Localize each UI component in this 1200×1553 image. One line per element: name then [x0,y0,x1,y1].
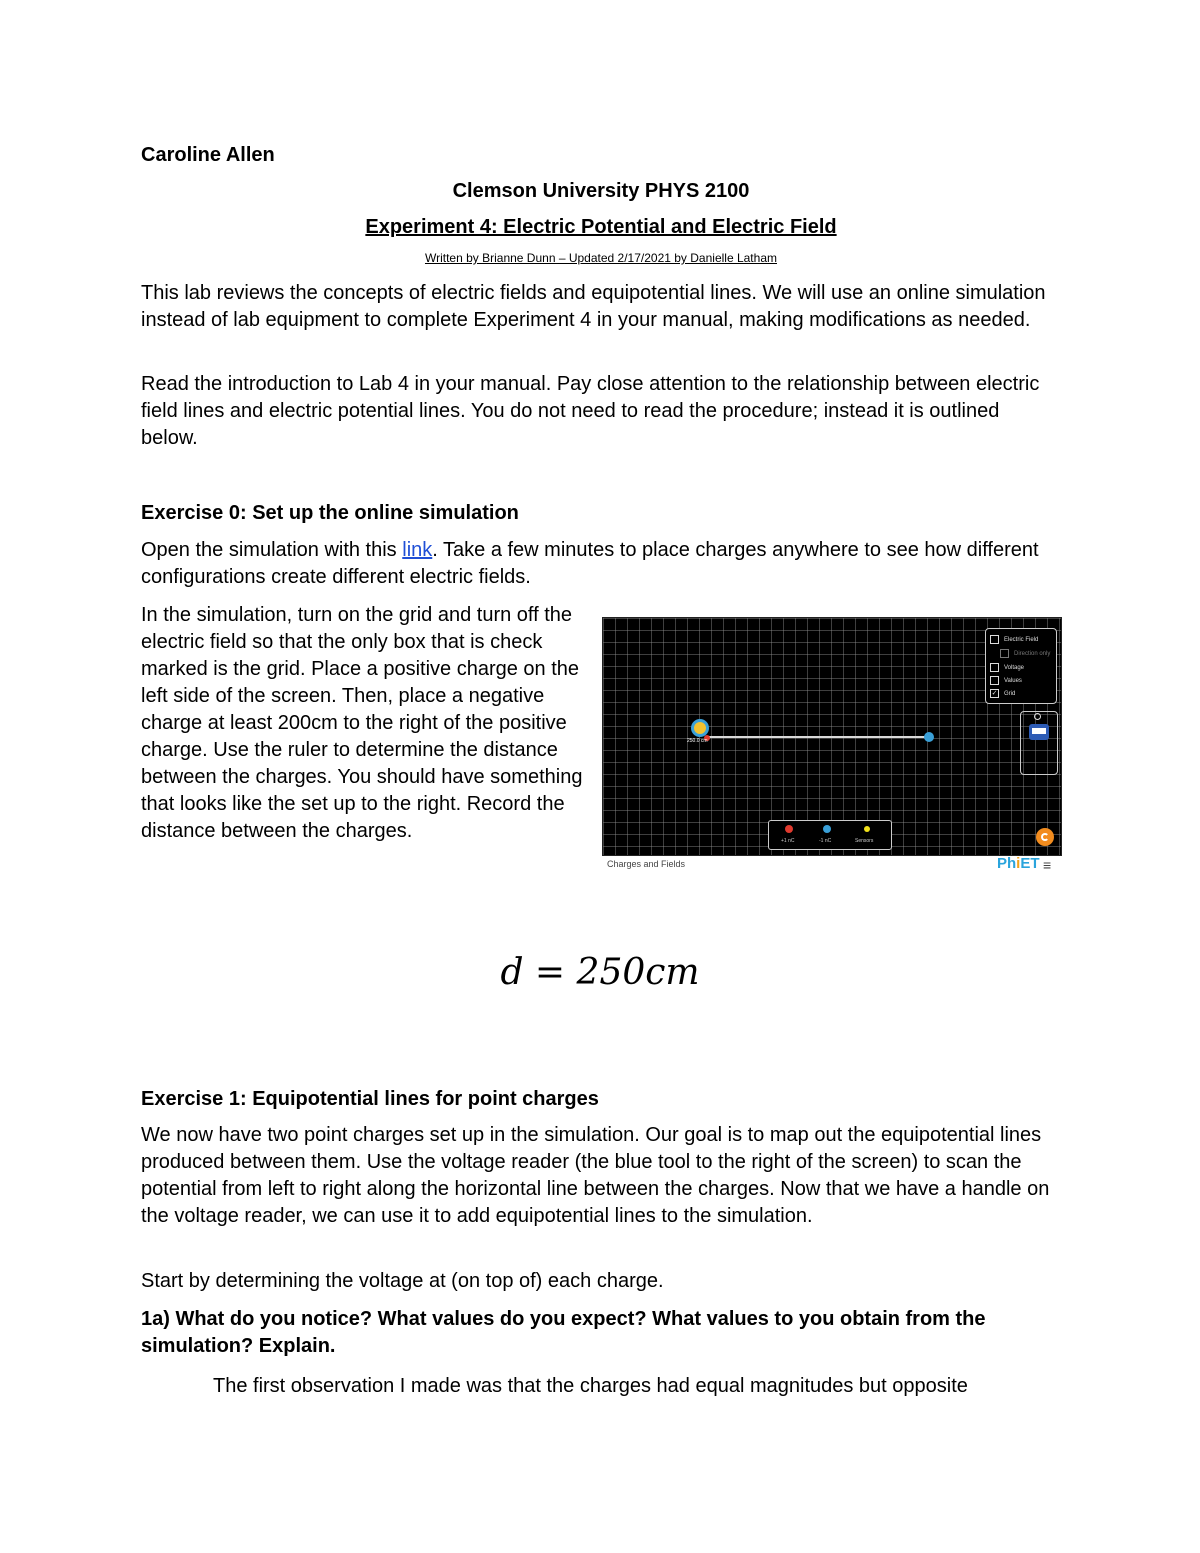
control-panel [985,628,1057,704]
exercise-0-text-after-link: . Take a few minutes to place charges anywhere to see how different configurations create different electric fields. [141,539,1039,588]
checkbox-icon [990,635,999,644]
exercise-0-heading: Exercise 0: Set up the online simulation [141,502,519,524]
exercise-1-heading: Exercise 1: Equipotential lines for point charges [141,1088,599,1110]
voltage-meter-crosshair-icon [1034,713,1041,720]
simulation-link[interactable]: link [402,539,433,561]
control-label: Grid [1004,691,1016,698]
author-name: Caroline Allen [141,144,275,166]
toolbox-label: +1 nC [781,838,795,844]
intro-paragraph-1: This lab reviews the concepts of electric fields and equipotential lines. We will use an online simulation instead of lab equipment to complete Experiment 4 in your manual, making modifications as needed. [141,282,1046,331]
sensor-icon [864,826,870,832]
control-direction-only [1000,649,1050,658]
simulation-instructions: In the simulation, turn on the grid and turn off the electric field so that the only box that is check marked is the grid. Place a positive charge on the left side of the screen. Then, place a negative charge at least 200cm to the right of the positive charge. Use the ruler to determine the distance between the charges. You should have something that looks like the set up to the right. Record the distance between the charges. [141,604,583,842]
simulation-screenshot [602,617,1062,856]
experiment-title: Experiment 4: Electric Potential and Electric Field [365,216,837,238]
voltage-meter-panel [1020,711,1058,775]
exercise-1-paragraph: We now have two point charges set up in the simulation. Our goal is to map out the equipotential lines produced between them. Use the voltage reader (the blue tool to the right of the screen) to scan the potential from left to right along the horizontal line between the charges. Now that we have a handle on the voltage reader, we can use it to add equipotential lines to the simulation. [141,1124,1050,1227]
toolbox-label: -1 nC [819,838,832,844]
charge-toolbox [768,820,892,850]
control-label: Electric Field [1004,637,1039,644]
control-label: Voltage [1004,665,1025,672]
byline: Written by Brianne Dunn – Updated 2/17/2021 by Danielle Latham [424,251,777,265]
menu-icon: ≡ [1043,857,1052,873]
negative-charge-icon [823,825,831,833]
exercise-1-start-instruction: Start by determining the voltage at (on top of) each charge. [141,1270,664,1292]
exercise-0-paragraph [141,537,1051,591]
phet-logo [997,855,1040,872]
ruler-label: 250.0 cm [687,738,708,744]
question-1a: 1a) What do you notice? What values do you expect? What values to you obtain from the simulation? Explain. [141,1308,986,1357]
ruler-line [707,736,931,738]
voltage-meter-screen [1032,728,1046,734]
reset-arrow-icon [1041,833,1049,841]
checkmark-icon: ✓ [991,690,998,697]
control-voltage [990,663,1024,672]
course-title: Clemson University PHYS 2100 [452,180,750,202]
phet-logo-ph: Ph [997,855,1017,872]
simulation-caption: Charges and Fields [607,859,686,869]
reset-icon [1036,828,1054,846]
control-label: Direction only [1014,651,1051,658]
control-grid [990,689,1015,698]
phet-logo-i: i [1016,855,1021,872]
voltage-meter-icon [1029,724,1049,740]
control-electric-field [990,635,1038,644]
control-label: Values [1004,678,1022,685]
answer-1a: The first observation I made was that the charges had equal magnitudes but opposite [213,1375,968,1397]
checkbox-icon [990,676,999,685]
checkbox-icon [1000,649,1009,658]
positive-charge-icon [785,825,793,833]
checkbox-icon [990,663,999,672]
toolbox-label: Sensors [855,838,874,844]
distance-equation: d = 250cm [500,952,700,993]
intro-paragraph-2: Read the introduction to Lab 4 in your manual. Pay close attention to the relationship between electric field lines and electric potential lines. You do not need to read the procedure; instead it is outlined below. [141,373,1040,449]
control-values [990,676,1022,685]
exercise-0-text-before-link: Open the simulation with this [141,539,403,561]
phet-logo-et: ET [1020,855,1040,872]
negative-charge [924,732,934,742]
